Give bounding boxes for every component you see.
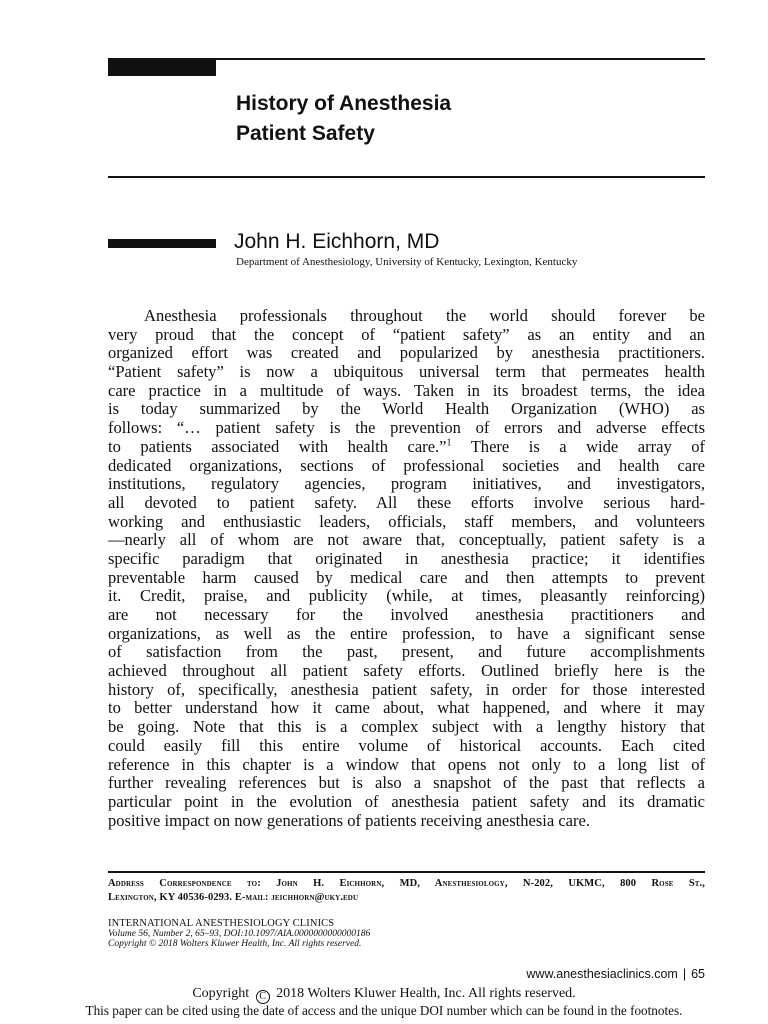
header-block-decoration: [108, 58, 216, 76]
article-title-line-1: History of Anesthesia: [236, 92, 452, 115]
journal-volume-doi: Volume 56, Number 2, 65–93, DOI:10.1097/AIA.0000000000000186: [108, 929, 371, 939]
body-line: it. Credit, praise, and publicity (while, at times, pleasantly reinforcing): [108, 586, 705, 606]
address-line-1: Address Correspondence to: John H. Eichhorn, MD, Anesthesiology, N-202, UKMC, 800 Rose St.,: [108, 878, 705, 889]
body-line: are not necessary for the involved anesthesia practitioners and: [108, 605, 705, 624]
body-line: “Patient safety” is now a ubiquitous universal term that permeates health: [108, 362, 705, 382]
article-title: [236, 89, 696, 149]
body-line: specific paradigm that originated in anesthesia practice; it identifies: [108, 548, 705, 568]
copyright-notice: [0, 986, 768, 1004]
body-line: dedicated organizations, sections of professional societies and health care: [108, 455, 705, 475]
body-line: particular point in the evolution of anesthesia patient safety and its dramatic: [108, 791, 705, 811]
author-bar-decoration: [108, 239, 216, 248]
page-number: 65: [691, 967, 705, 981]
body-line: very proud that the concept of “patient safety” as an entity and an: [108, 324, 705, 344]
body-line: could easily fill this entire volume of historical accounts. Each cited: [108, 735, 705, 755]
author-name: John H. Eichhorn, MD: [234, 230, 440, 253]
body-line: working and enthusiastic leaders, officials, staff members, and volunteers: [108, 511, 705, 531]
body-line: institutions, regulatory agencies, program initiatives, and investigators,: [108, 474, 705, 494]
body-line: of satisfaction from the past, present, and future accomplishments: [108, 642, 705, 662]
body-line: organizations, as well as the entire profession, to have a significant sense: [108, 623, 705, 643]
copyright-text: 2018 Wolters Kluwer Health, Inc. All rights reserved.: [276, 986, 576, 1001]
body-line: care practice in a multitude of ways. Taken in its broadest terms, the idea: [108, 380, 705, 400]
body-line: reference in this chapter is a window that opens not only to a long list of: [108, 754, 705, 774]
article-title-line-2: Patient Safety: [236, 122, 375, 145]
body-line: positive impact on now generations of patients receiving anesthesia care.: [108, 810, 590, 830]
website-link[interactable]: www.anesthesiaclinics.com: [526, 967, 678, 981]
copyright-prefix: Copyright: [192, 986, 250, 1001]
footnote-rule: [108, 871, 705, 873]
footnote-reference[interactable]: 1: [446, 437, 452, 449]
body-line-text: to patients associated with health care.”: [108, 436, 447, 456]
journal-info: [108, 918, 370, 949]
body-line: is today summarized by the World Health Organization (WHO) as: [108, 399, 705, 419]
journal-copyright: Copyright © 2018 Wolters Kluwer Health, Inc. All rights reserved.: [108, 939, 362, 949]
body-line: organized effort was created and popularized by anesthesia practitioners.: [108, 343, 705, 363]
footer-separator: |: [682, 967, 687, 981]
title-rule: [108, 176, 705, 178]
body-line: to better understand how it came about, what happened, and where it may: [108, 698, 705, 718]
body-line: preventable harm caused by medical care and then attempts to prevent: [108, 567, 705, 587]
body-line: —nearly all of whom are not aware that, conceptually, patient safety is a: [108, 530, 705, 550]
journal-name: INTERNATIONAL ANESTHESIOLOGY CLINICS: [108, 918, 335, 929]
author-affiliation: Department of Anesthesiology, University of Kentucky, Lexington, Kentucky: [236, 256, 578, 268]
body-line-text: There is a wide array of: [451, 436, 705, 456]
correspondence-address: [108, 877, 705, 904]
address-line-2: Lexington, KY 40536-0293. E-mail: jeichhorn@uky.edu: [108, 891, 359, 903]
body-line: history of, specifically, anesthesia patient safety, in order for those interested: [108, 679, 705, 699]
body-line-with-footnote: [108, 438, 705, 457]
body-line: all devoted to patient safety. All these efforts involve serious hard-: [108, 492, 705, 512]
body-line: further revealing references but is also a snapshot of the past that reflects a: [108, 773, 705, 793]
body-paragraph: [108, 307, 705, 830]
body-line: achieved throughout all patient safety efforts. Outlined briefly here is the: [108, 661, 705, 681]
page-footer: [526, 966, 705, 982]
body-line: Anesthesia professionals throughout the world should forever be: [144, 306, 705, 325]
body-line: follows: “… patient safety is the prevention of errors and adverse effects: [108, 418, 705, 438]
citation-note: This paper can be cited using the date of access and the unique DOI number which can be found in the footnotes.: [85, 1003, 683, 1018]
body-line: be going. Note that this is a complex subject with a lengthy history that: [108, 717, 705, 737]
copyright-icon: C: [256, 990, 270, 1004]
